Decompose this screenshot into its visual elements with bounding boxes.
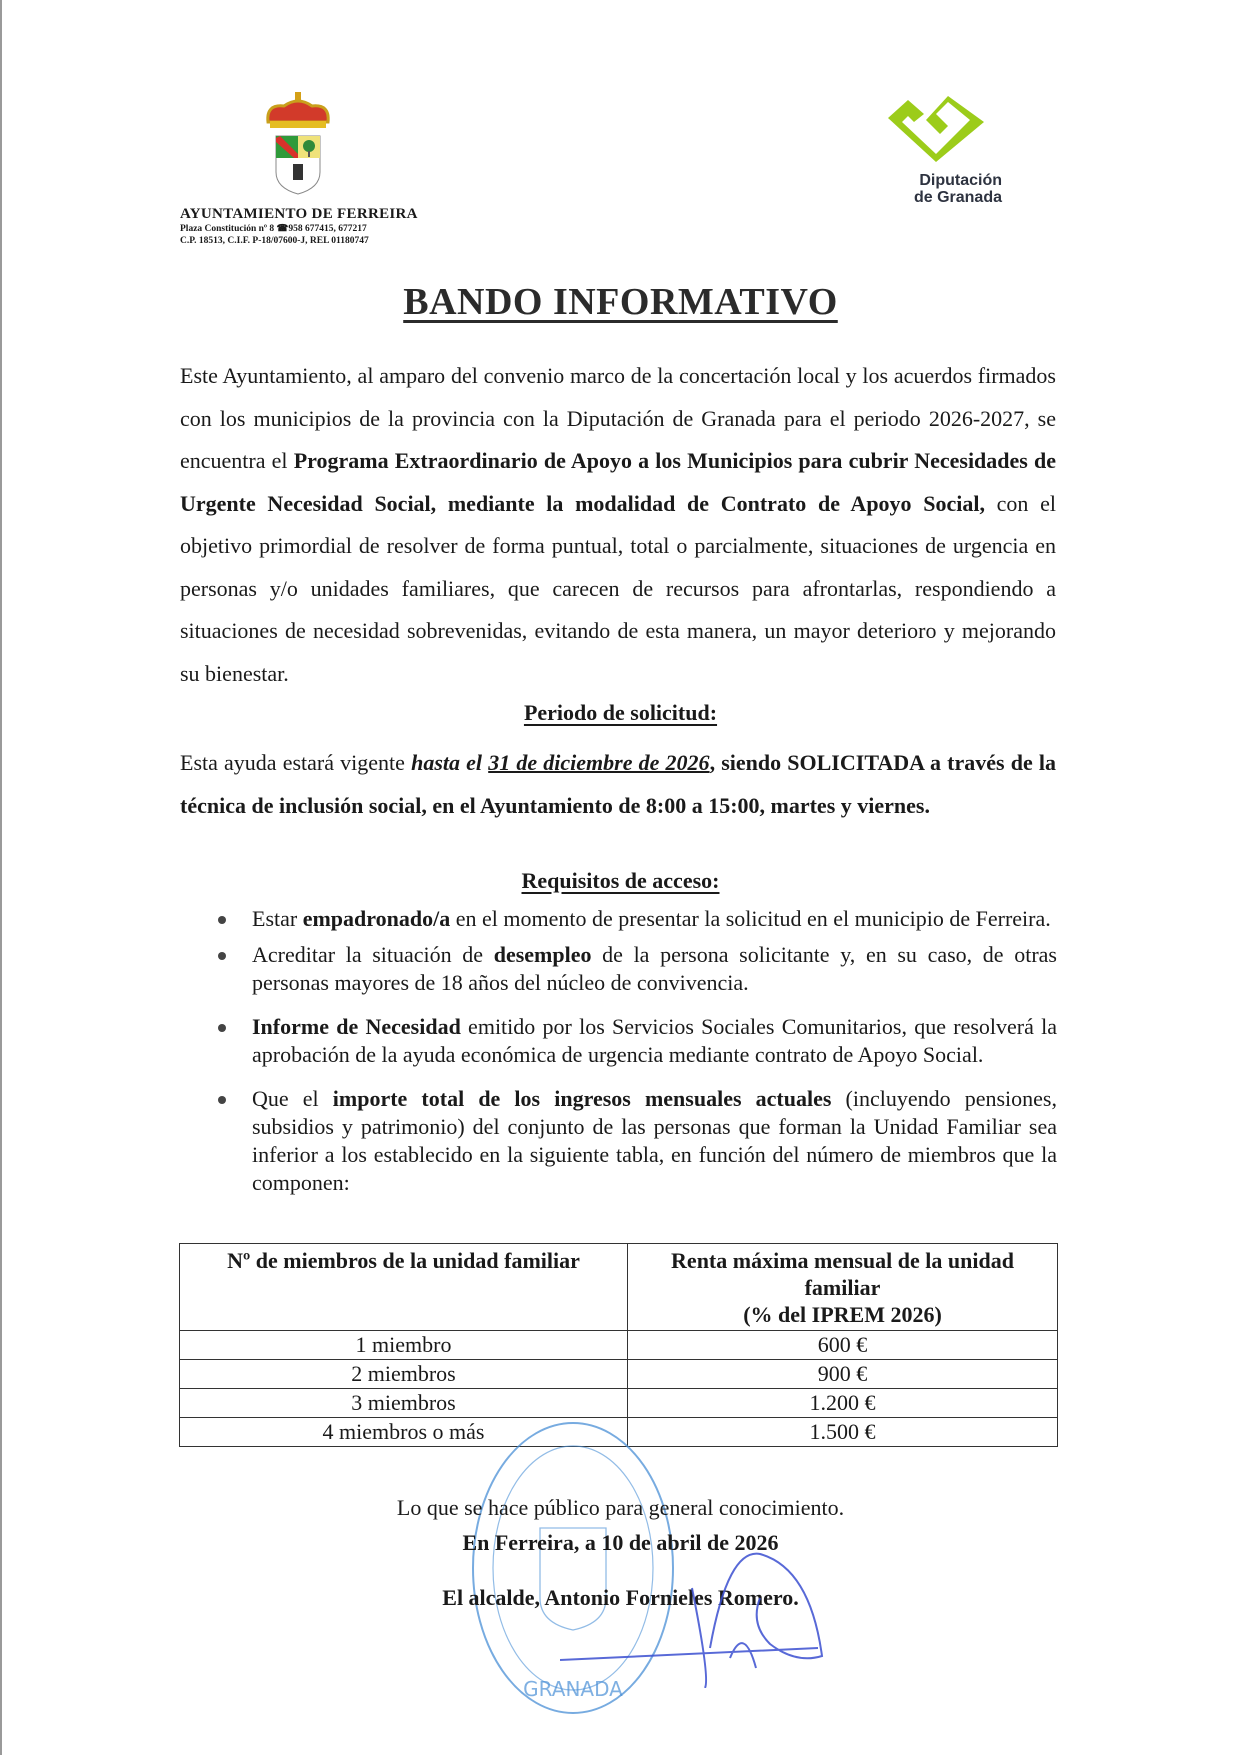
coat-of-arms-icon (262, 92, 334, 196)
diputacion-logo-text (870, 172, 1002, 206)
diputacion-text-line2: de Granada (913, 189, 1002, 206)
bullet-icon (218, 952, 226, 960)
period-deadline-prefix: hasta el (411, 750, 489, 775)
title-text: BANDO INFORMATIVO (403, 281, 838, 323)
req-text: de la persona solicitante y, en su caso, de otras personas mayores de 18 años del núcleo de convivencia. (252, 942, 1057, 995)
program-name: Programa Extraordinario de Apoyo a los Municipios para cubrir Necesidades de Urgente Necesidad Social, mediante la modalidad de Contrato de Apoyo Social, (180, 448, 1057, 516)
req-text: (incluyendo pensiones, subsidios y patrimonio) del conjunto de las personas que forman la Unidad Familiar sea inferior a los establecido en la siguiente tabla, en función del número de miembros que la componen: (252, 1086, 1057, 1195)
header-max-income-label: Renta máxima mensual de la unidad familiar (671, 1248, 1014, 1300)
closing-block (0, 1490, 1241, 1615)
cell-max-income: 600 € (628, 1331, 1058, 1360)
requirements-list (212, 905, 1057, 1205)
cell-max-income: 1.500 € (628, 1418, 1058, 1447)
income-threshold-table (179, 1243, 1058, 1447)
requirement-item (212, 905, 1057, 933)
municipality-address: Plaza Constitución nº 8 ☎958 677415, 677217 (180, 224, 367, 234)
place-and-date: En Ferreira, a 10 de abril de 2026 (462, 1530, 779, 1555)
table-row (180, 1360, 1058, 1389)
requirement-item (212, 941, 1057, 997)
req-bold: importe total de los ingresos mensuales actuales (332, 1086, 832, 1111)
requirements-heading: Requisitos de acceso: (521, 868, 720, 893)
document-title (0, 280, 1241, 324)
period-text: Esta ayuda estará vigente (180, 750, 412, 775)
period-deadline-date: 31 de diciembre de 2026 (488, 750, 710, 775)
bullet-icon (218, 916, 226, 924)
requirement-item (212, 1085, 1057, 1197)
intro-text-2: con el objetivo primordial de resolver de forma puntual, total o parcialmente, situaciones de urgencia en personas y/o unidades familiares, que carecen de recursos para afrontarlas, respondiendo a situaciones de necesidad sobrevenidas, evitando de esta manera, un mayor deterioro y mejorando su bienestar. (180, 490, 1056, 686)
bullet-icon (218, 1024, 226, 1032)
svg-text:GRANADA: GRANADA (523, 1677, 623, 1701)
table-header-row (180, 1244, 1058, 1331)
requirement-item (212, 1013, 1057, 1069)
cell-members: 2 miembros (180, 1360, 628, 1389)
req-text: Acreditar la situación de (252, 942, 494, 967)
cell-members: 3 miembros (180, 1389, 628, 1418)
table-row (180, 1389, 1058, 1418)
period-heading: Periodo de solicitud: (523, 700, 718, 725)
cell-members: 4 miembros o más (180, 1418, 628, 1447)
diputacion-text-line1: Diputación (919, 172, 1002, 189)
req-text: Estar (252, 906, 303, 931)
closing-notice: Lo que se hace público para general conocimiento. (396, 1495, 845, 1520)
cell-max-income: 1.200 € (628, 1389, 1058, 1418)
req-text: en el momento de presentar la solicitud en el municipio de Ferreira. (450, 906, 1051, 931)
cell-max-income: 900 € (628, 1360, 1058, 1389)
req-text: emitido por los Servicios Sociales Comunitarios, que resolverá la aprobación de la ayuda económica de urgencia mediante contrato de Apoyo Social. (252, 1014, 1057, 1067)
period-paragraph (180, 742, 1056, 827)
municipality-name: AYUNTAMIENTO DE FERREIRA (180, 206, 418, 222)
header-iprem-note: (% del IPREM 2026) (743, 1302, 942, 1327)
req-bold: empadronado/a (302, 906, 451, 931)
cell-members: 1 miembro (180, 1331, 628, 1360)
req-text: Que el (252, 1086, 333, 1111)
table-row (180, 1331, 1058, 1360)
signer-name: El alcalde, Antonio Fornieles Romero. (442, 1585, 799, 1610)
req-bold: desempleo (493, 942, 592, 967)
header-max-income (628, 1244, 1058, 1331)
bullet-icon (218, 1096, 226, 1104)
intro-text-1: Este Ayuntamiento, al amparo del convenio marco de la concertación local y los acuerdos firmados con los municipios de la provincia con la Diputación de Granada para el periodo 2026-2027, se encuentra el (180, 363, 1056, 473)
municipality-fiscal-info: C.P. 18513, C.I.F. P-18/07600-J, REL 01180747 (180, 236, 369, 246)
diputacion-logo-icon (884, 96, 988, 162)
req-bold: Informe de Necesidad (252, 1014, 461, 1039)
intro-paragraph (180, 355, 1056, 695)
header-members: Nº de miembros de la unidad familiar (180, 1244, 628, 1331)
period-how-to-apply: , siendo SOLICITADA a través de la técnica de inclusión social, en el Ayuntamiento de 8:00 a 15:00, martes y viernes. (180, 750, 1056, 818)
municipality-header (180, 206, 418, 247)
table-row (180, 1418, 1058, 1447)
